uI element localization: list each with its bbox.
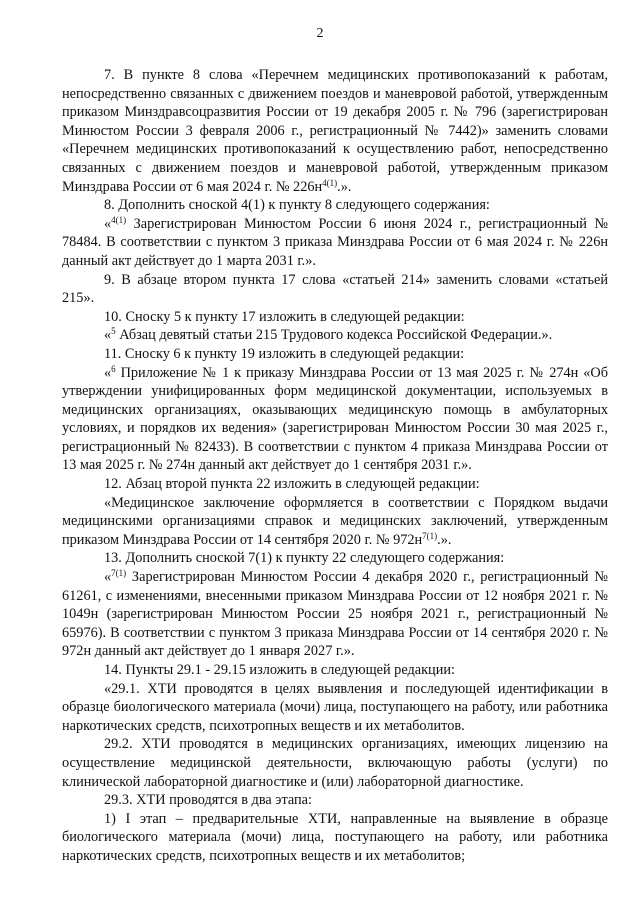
footnote-text-5: «$^5$ Абзац девятый статьи 215 Трудового кодекса Российской Федерации.». [104, 326, 553, 344]
paragraph-29-1: «29.1. ХТИ проводятся в целях выявления и последующей идентификации в образце биологического материала (мочи) лица, поступающего на работу, или работника наркотических средств, психотропных веществ и их метаболитов. [62, 680, 608, 734]
footnote-ref: 7(1) [111, 568, 127, 579]
paragraph-item-14: 14. Пункты 29.1 - 29.15 изложить в следующей редакции: [104, 662, 455, 678]
footnote-ref: 4(1) [322, 177, 338, 188]
footnote-ref: 4(1) [111, 214, 127, 225]
paragraph-item-7: 7. В пункте 8 слова «Перечнем медицинских противопоказаний к работам, непосредственно связанных с движением поездов и маневровой работой, утвержденным приказом Минздравсоцразвития России от 19 декабря 2005 г. № 796 (зарегистрирован Минюстом России 3 февраля 2006 г., регистрационный № 7442)» заменить словами «Перечнем медицинских противопоказаний к осуществлению работ, непосредственно связанных с движением поездов и маневровой работой, утвержденным приказом Минздрава России от 6 мая 2024 г. № $226н^{4(1)}$.». [62, 67, 608, 195]
paragraph-medical-conclusion: «Медицинское заключение оформляется в соответствии с Порядком выдачи медицинскими организациями справок и медицинских заключений, утвержденным приказом Минздрава России от 14 сентября 2020 г. № $972н^{7(1)}$.». [62, 494, 608, 548]
footnote-ref: 6 [111, 363, 116, 374]
document-body [62, 66, 608, 866]
footnote-ref: 5 [111, 326, 116, 337]
paragraph-item-13: 13. Дополнить сноской 7(1) к пункту 22 следующего содержания: [104, 550, 505, 567]
paragraph-item-9: 9. В абзаце втором пункта 17 слова «статьей 214» заменить словами «статьей 215». [62, 271, 608, 307]
footnote-text-7-1: «$^{7(1)}$ Зарегистрирован Минюстом России 4 декабря 2020 г., регистрационный № 61261, с изменениями, внесенными приказом Минздрава России от 12 ноября 2021 г. № 1049н (зарегистрирован Минюстом России 25 ноября 2021 г., регистрационный № 65976). В соответствии с пунктом 3 приказа Минздрава России от 14 сентября 2020 г. № 972н данный акт действует до 1 января 2027 г.». [62, 568, 608, 660]
page-number: 2 [316, 26, 324, 41]
paragraph-item-11: 11. Сноску 6 к пункту 19 изложить в следующей редакции: [104, 345, 465, 362]
paragraph-item-10: 10. Сноску 5 к пункту 17 изложить в следующей редакции: [104, 308, 465, 325]
footnote-ref: 7(1) [422, 530, 438, 541]
paragraph-item-12: 12. Абзац второй пункта 22 изложить в следующей редакции: [104, 476, 480, 493]
paragraph-29-2: 29.2. ХТИ проводятся в медицинских организациях, имеющих лицензию на осуществление медицинской деятельности, включающую работы (услуги) по клинической лабораторной диагностике и (или) лабораторной диагностике. [62, 736, 608, 790]
footnote-text-4-1: «$^{4(1)}$ Зарегистрирован Минюстом России 6 июня 2024 г., регистрационный № 78484. В соответствии с пунктом 3 приказа Минздрава России от 6 мая 2024 г. № 226н данный акт действует до 1 марта 2031 г.». [62, 214, 608, 269]
paragraph-item-8: 8. Дополнить сноской 4(1) к пункту 8 следующего содержания: [104, 197, 490, 214]
footnote-text-6: «$^6$ Приложение № 1 к приказу Минздрава России от 13 мая 2025 г. № 274н «Об утверждении унифицированных форм медицинской документации, используемых в медицинских организациях, оказывающих медицинскую помощь в амбулаторных условиях, и порядков их ведения» (зарегистрирован Минюстом России 30 мая 2025 г., регистрационный № 82433). В соответствии с пунктом 4 приказа Минздрава России от 13 мая 2025 г. № 274н данный акт действует до 1 сентября 2031 г.». [62, 363, 608, 474]
paragraph-29-3: 29.3. ХТИ проводятся в два этапа: [104, 792, 312, 809]
paragraph-stage-1: 1) I этап – предварительные ХТИ, направленные на выявление в образце биологического материала (мочи) лица, поступающего на работу, или работника наркотических средств, психотропных веществ и их метаболитов; [62, 810, 608, 864]
